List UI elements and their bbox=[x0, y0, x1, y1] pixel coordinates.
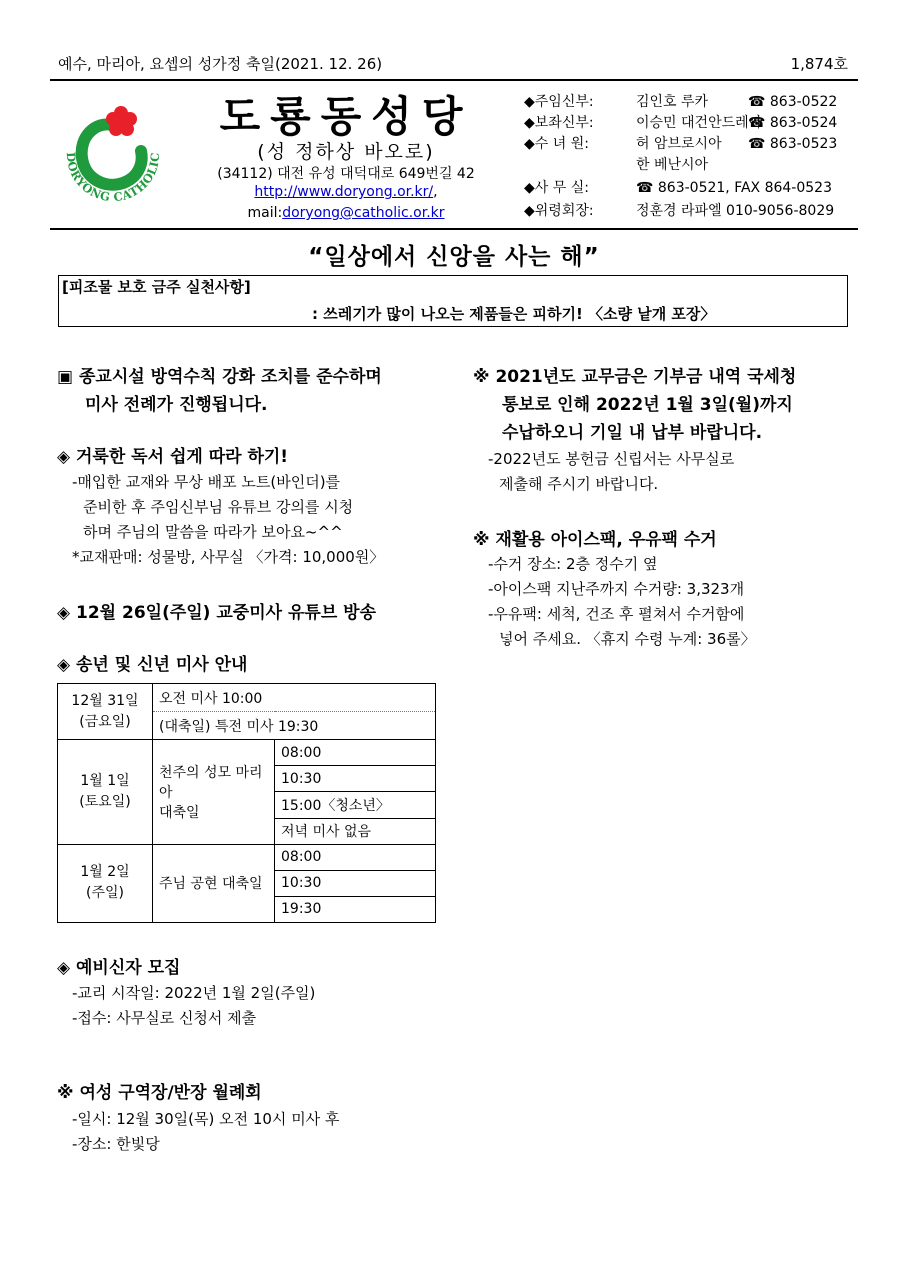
notice-label: [피조물 보호 금주 실천사항] bbox=[62, 278, 251, 296]
website-suffix: , bbox=[433, 184, 438, 200]
section-title: ※ 재활용 아이스팩, 우유팩 수거 bbox=[473, 530, 717, 550]
schedule-time: 저녁 미사 없음 bbox=[275, 818, 436, 844]
body-line: 제출해 주시기 바랍니다. bbox=[499, 475, 659, 493]
contact-value: ☎ 863-0521, FAX 864-0523 bbox=[636, 180, 832, 196]
body-line: -2022년도 봉헌금 신립서는 사무실로 bbox=[488, 450, 735, 468]
schedule-date: 1월 1일 (토요일) bbox=[58, 740, 153, 844]
year-slogan: “일상에서 신앙을 사는 해” bbox=[308, 244, 600, 270]
body-line: -수거 장소: 2층 정수기 옆 bbox=[488, 555, 658, 573]
schedule-date: 12월 31일 (금요일) bbox=[58, 684, 153, 740]
mass-schedule-table bbox=[57, 683, 436, 923]
feast-title: 예수, 마리아, 요셉의 성가정 축일(2021. 12. 26) bbox=[58, 55, 383, 73]
schedule-feast: 주님 공현 대축일 bbox=[153, 844, 275, 922]
contact-value: 이승민 대건안드레아 bbox=[636, 115, 763, 131]
contact-value: 허 암브로시아 bbox=[636, 136, 722, 152]
section-title: ※ 2021년도 교무금은 기부금 내역 국세청 bbox=[473, 367, 797, 387]
section-title: 수납하오니 기일 내 납부 바랍니다. bbox=[502, 423, 763, 443]
section-title: ◈ 12월 26일(주일) 교중미사 유튜브 방송 bbox=[57, 603, 377, 623]
contact-label: ◆위령회장: bbox=[524, 203, 594, 219]
mail-prefix: mail: bbox=[247, 205, 283, 221]
contact-value: 한 베난시아 bbox=[636, 157, 709, 173]
schedule-time: 15:00〈청소년〉 bbox=[275, 792, 436, 818]
contact-label: ◆보좌신부: bbox=[524, 115, 594, 131]
contact-label: ◆주임신부: bbox=[524, 94, 594, 110]
mail-line bbox=[190, 205, 502, 221]
schedule-time: 10:30 bbox=[275, 870, 436, 896]
body-line: -교리 시작일: 2022년 1월 2일(주일) bbox=[72, 984, 316, 1002]
body-line: 넣어 주세요. 〈휴지 수령 누계: 36롤〉 bbox=[499, 630, 756, 648]
body-line: 하며 주님의 말씀을 따라가 보아요~^^ bbox=[83, 523, 343, 541]
contact-row bbox=[524, 92, 838, 113]
contact-label: ◆사 무 실: bbox=[524, 180, 589, 196]
contact-row bbox=[524, 134, 838, 155]
patron-saint: (성 정하상 바오로) bbox=[257, 141, 435, 163]
church-name: 도룡동성당 bbox=[219, 92, 473, 141]
contact-value: 김인호 루카 bbox=[636, 94, 709, 110]
schedule-cell: (대축일) 특전 미사 19:30 bbox=[153, 712, 436, 740]
schedule-time: 08:00 bbox=[275, 844, 436, 870]
contact-row bbox=[524, 178, 832, 199]
contact-row bbox=[524, 201, 835, 222]
body-line: -접수: 사무실로 신청서 제출 bbox=[72, 1009, 257, 1027]
contact-row bbox=[524, 113, 838, 134]
body-line: -일시: 12월 30일(목) 오전 10시 미사 후 bbox=[72, 1110, 340, 1128]
section-title: 통보로 인해 2022년 1월 3일(월)까지 bbox=[502, 395, 793, 415]
schedule-cell: 오전 미사 10:00 bbox=[153, 684, 436, 712]
schedule-feast: 천주의 성모 마리아 대축일 bbox=[153, 740, 275, 844]
parish-logo bbox=[57, 103, 169, 215]
body-line: -우유팩: 세척, 건조 후 펼쳐서 수거함에 bbox=[488, 605, 745, 623]
contact-phone: ☎ 863-0524 bbox=[748, 115, 838, 131]
contact-phone: ☎ 863-0522 bbox=[748, 94, 838, 110]
body-line: *교재판매: 성물방, 사무실 〈가격: 10,000원〉 bbox=[72, 548, 385, 566]
section-title: ◈ 송년 및 신년 미사 안내 bbox=[57, 655, 248, 675]
section-title: ◈ 예비신자 모집 bbox=[57, 958, 181, 978]
contact-label: ◆수 녀 원: bbox=[524, 136, 589, 152]
header-top-rule bbox=[50, 79, 858, 81]
website-link[interactable]: http://www.doryong.or.kr/ bbox=[254, 184, 434, 200]
contact-value: 정훈경 라파엘 010-9056-8029 bbox=[636, 203, 835, 219]
body-line: -매입한 교재와 무상 배포 노트(바인더)를 bbox=[72, 473, 341, 491]
issue-number: 1,874호 bbox=[790, 55, 848, 73]
mail-link[interactable]: doryong@catholic.or.kr bbox=[282, 205, 445, 221]
body-line: -아이스팩 지난주까지 수거량: 3,323개 bbox=[488, 580, 745, 598]
section-title: ※ 여성 구역장/반장 월례회 bbox=[57, 1083, 262, 1103]
header-bottom-rule bbox=[50, 228, 858, 230]
contact-phone: ☎ 863-0523 bbox=[748, 136, 838, 152]
logo-text: DORYONG CATHOLIC bbox=[63, 151, 163, 205]
body-line: 준비한 후 주임신부님 유튜브 강의를 시청 bbox=[83, 498, 354, 516]
body-line: -장소: 한빛당 bbox=[72, 1135, 160, 1153]
schedule-time: 19:30 bbox=[275, 896, 436, 922]
website-line bbox=[190, 184, 502, 200]
schedule-date: 1월 2일 (주일) bbox=[58, 844, 153, 922]
notice-text: : 쓰레기가 많이 나오는 제품들은 피하기! 〈소량 낱개 포장〉 bbox=[312, 305, 716, 323]
section-title: ▣ 종교시설 방역수칙 강화 조치를 준수하며 bbox=[57, 367, 382, 387]
schedule-time: 10:30 bbox=[275, 766, 436, 792]
section-title: ◈ 거룩한 독서 쉽게 따라 하기! bbox=[57, 447, 289, 467]
section-title: 미사 전례가 진행됩니다. bbox=[85, 395, 268, 415]
postal-address: (34112) 대전 유성 대덕대로 649번길 42 bbox=[217, 166, 475, 182]
schedule-time: 08:00 bbox=[275, 740, 436, 766]
